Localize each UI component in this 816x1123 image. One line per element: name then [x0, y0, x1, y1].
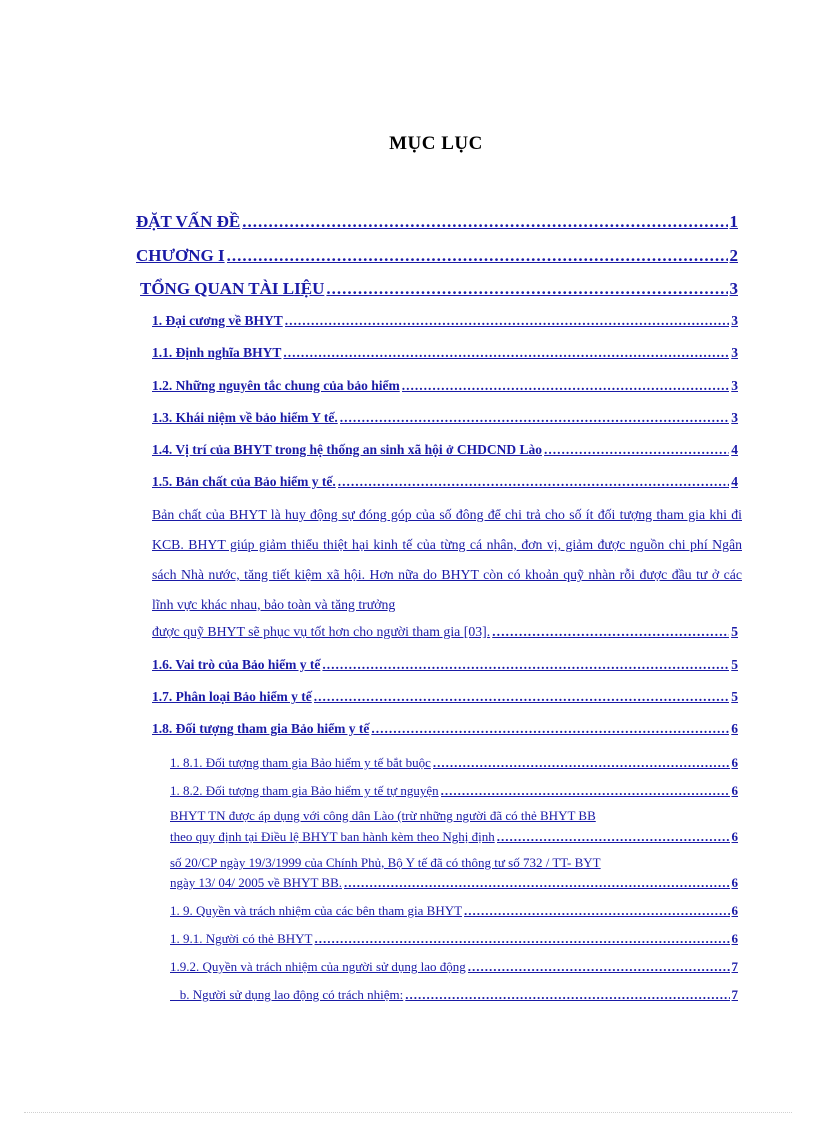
toc-page-number: 5 — [731, 657, 738, 672]
toc-entry-label: b. Người sử dụng lao động có trách nhiệm: — [170, 987, 404, 1002]
toc-entry-1[interactable] — [152, 313, 738, 329]
toc-entry-ngay-13-04-2005[interactable] — [170, 875, 738, 891]
toc-leader-dots — [283, 345, 729, 361]
toc-entry-1-9-1[interactable] — [170, 931, 738, 947]
toc-page-number: 3 — [731, 410, 738, 425]
toc-entry-label: ĐẶT VẤN ĐỀ — [136, 212, 241, 231]
toc-page-number: 6 — [731, 721, 738, 736]
toc-leader-dots — [544, 442, 729, 458]
toc-leader-dots — [242, 212, 727, 232]
toc-entry-b-nguoi-su-dung[interactable] — [170, 987, 738, 1003]
toc-page-number: 3 — [731, 313, 738, 328]
toc-entry-chuong-1[interactable] — [136, 246, 738, 266]
toc-page-number: 7 — [731, 959, 738, 974]
toc-entry-1-8-1[interactable] — [170, 755, 738, 771]
toc-leader-dots — [441, 783, 730, 799]
toc-paragraph-ban-chat[interactable]: Bản chất của BHYT là huy động sự đóng góp của số đông để chi trả cho số ít đối tượng tham gia khi đi KCB. BHYT giúp giảm thiểu thiệt hại kinh tế của từng cá nhân, đơn vị, giảm được nguồn chi phí Ngân sách Nhà nước, tăng tiết kiệm xã hội. Hơn nữa do BHYT còn có khoản quỹ nhàn rỗi được đầu tư ở các lĩnh vực khác nhau, bảo toàn và tăng trưởng — [152, 507, 742, 612]
toc-entry-1-4[interactable] — [152, 442, 738, 458]
toc-entry-label: 1.4. Vị trí của BHYT trong hệ thống an sinh xã hội ở CHDCND Lào — [152, 442, 543, 457]
toc-entry-tong-quan[interactable] — [140, 279, 738, 299]
toc-leader-dots — [340, 410, 730, 426]
toc-page-number: 3 — [729, 279, 738, 298]
toc-leader-dots — [405, 987, 729, 1003]
toc-entry-1-3[interactable] — [152, 410, 738, 426]
toc-leader-dots — [344, 875, 729, 891]
toc-entry-1-8-2[interactable] — [170, 783, 738, 799]
toc-entry-label: ngày 13/ 04/ 2005 về BHYT BB. — [170, 875, 343, 890]
toc-entry-label: 1.7. Phân loại Bảo hiểm y tế — [152, 689, 312, 704]
toc-entry-1-8[interactable] — [152, 721, 738, 737]
toc-entry-label: 1.9.2. Quyền và trách nhiệm của người sử dụng lao động — [170, 959, 466, 974]
page-bottom-rule — [24, 1112, 792, 1113]
toc-entry-label: số 20/CP ngày 19/3/1999 của Chính Phủ, Bộ Y tế đã có thông tư số 732 / TT- BYT — [170, 855, 601, 870]
toc-entry-label: CHƯƠNG I — [136, 246, 225, 265]
toc-entry-theo-quy-dinh[interactable] — [170, 829, 738, 845]
toc-entry-label: 1. 9.1. Người có thẻ BHYT — [170, 931, 313, 946]
toc-entry-label: 1. 8.2. Đối tượng tham gia Bảo hiểm y tế tự nguyện — [170, 783, 439, 798]
toc-page-number: 6 — [731, 755, 738, 770]
toc-leader-dots — [326, 279, 727, 299]
toc-entry-label: được quỹ BHYT sẽ phục vụ tốt hơn cho người tham gia [03]. — [152, 624, 491, 639]
page-title: MỤC LỤC — [389, 133, 483, 154]
toc-page-number: 6 — [731, 903, 738, 918]
toc-entry-1-6[interactable] — [152, 657, 738, 673]
toc-page-number: 6 — [731, 829, 738, 844]
toc-leader-dots — [314, 689, 729, 705]
toc-entry-label: theo quy định tại Điều lệ BHYT ban hành kèm theo Nghị định — [170, 829, 495, 844]
toc-entry-label: 1.2. Những nguyên tắc chung của bảo hiểm — [152, 378, 400, 393]
toc-entry-1-1[interactable] — [152, 345, 738, 361]
toc-page-number: 3 — [731, 345, 738, 360]
toc-leader-dots — [285, 313, 730, 329]
toc-entry-label: 1.3. Khái niệm về bảo hiểm Y tế. — [152, 410, 338, 425]
toc-entry-label: 1. 9. Quyền và trách nhiệm của các bên tham gia BHYT — [170, 903, 463, 918]
toc-leader-dots — [468, 959, 730, 975]
toc-leader-dots — [227, 246, 728, 266]
toc-leader-dots — [402, 378, 729, 394]
toc-page-number: 1 — [729, 212, 738, 231]
toc-page-number: 4 — [731, 442, 738, 457]
toc-leader-dots — [322, 657, 729, 673]
toc-leader-dots — [492, 624, 729, 640]
toc-page-number: 4 — [731, 474, 738, 489]
toc-entry-label: 1.6. Vai trò của Bảo hiểm y tế — [152, 657, 321, 672]
toc-page-number: 7 — [731, 987, 738, 1002]
toc-entry-label: 1. Đại cương về BHYT — [152, 313, 283, 328]
toc-leader-dots — [433, 755, 730, 771]
toc-page-number: 2 — [729, 246, 738, 265]
toc-entry-label: 1.5. Bản chất của Bảo hiểm y tế. — [152, 474, 336, 489]
toc-entry-1-5[interactable] — [152, 474, 738, 490]
toc-page-number: 5 — [731, 689, 738, 704]
toc-page-number: 6 — [731, 931, 738, 946]
toc-entry-dat-van-de[interactable] — [136, 212, 738, 232]
toc-page-number: 5 — [731, 624, 738, 639]
toc-entry-ban-chat-last-line[interactable] — [152, 624, 738, 640]
toc-entry-label: BHYT TN được áp dụng với công dân Lào (trừ những người đã có thẻ BHYT BB — [170, 808, 596, 823]
toc-page-number: 6 — [731, 875, 738, 890]
toc-page-number: 3 — [731, 378, 738, 393]
toc-page-number: 6 — [731, 783, 738, 798]
toc-leader-dots — [464, 903, 729, 919]
toc-leader-dots — [338, 474, 730, 490]
toc-entry-1-9[interactable] — [170, 903, 738, 919]
toc-text-line-bhyt-tn[interactable] — [170, 808, 738, 824]
toc-entry-label: 1.8. Đối tượng tham gia Bảo hiểm y tế — [152, 721, 370, 736]
toc-entry-label: TỔNG QUAN TÀI LIỆU — [140, 279, 325, 298]
toc-entry-1-9-2[interactable] — [170, 959, 738, 975]
toc-leader-dots — [314, 931, 729, 947]
toc-entry-1-7[interactable] — [152, 689, 738, 705]
toc-leader-dots — [497, 829, 730, 845]
toc-leader-dots — [371, 721, 729, 737]
toc-text-line-so-20cp[interactable] — [170, 855, 738, 871]
toc-entry-label: 1.1. Định nghĩa BHYT — [152, 345, 282, 360]
toc-entry-1-2[interactable] — [152, 378, 738, 394]
toc-entry-label: 1. 8.1. Đối tượng tham gia Bảo hiểm y tế bắt buộc — [170, 755, 431, 770]
